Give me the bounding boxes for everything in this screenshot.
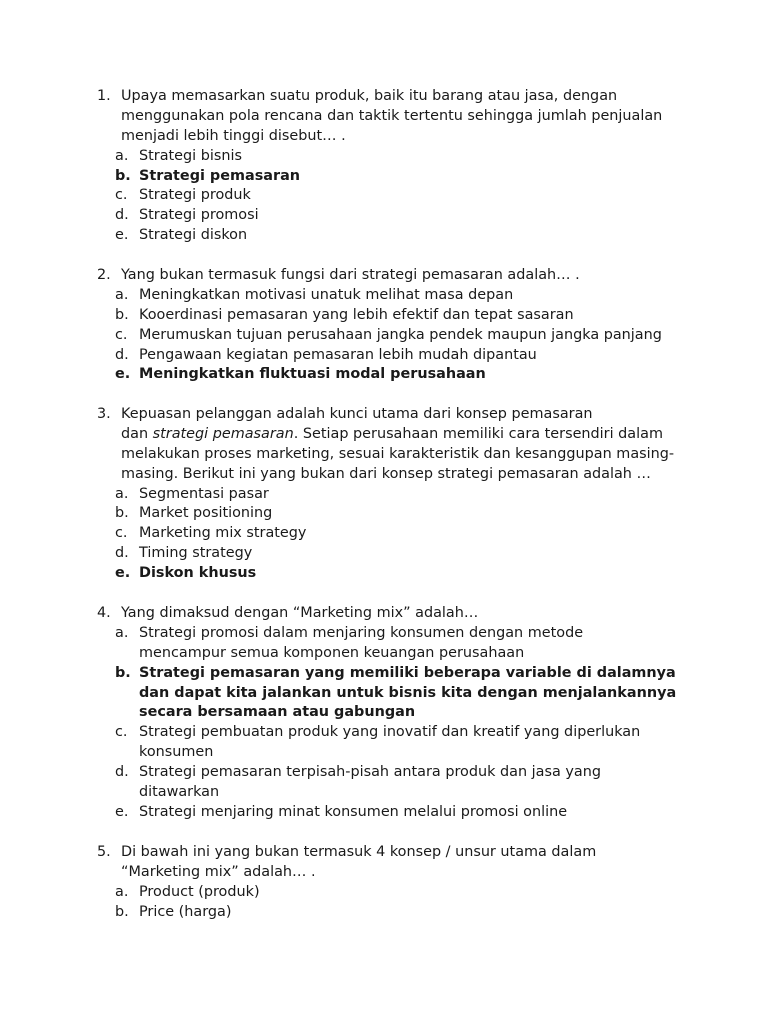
question-text-line: 5. Di bawah ini yang bukan termasuk 4 konsep / unsur utama dalam — [97, 843, 697, 863]
question-text-line: 2. Yang bukan termasuk fungsi dari strategi pemasaran adalah… . — [97, 266, 697, 286]
option-d: d. Pengawaan kegiatan pemasaran lebih mudah dipantau — [115, 346, 537, 363]
option-b-continued: secara bersamaan atau gabungan — [139, 704, 416, 721]
question-number: 2. — [97, 267, 111, 283]
option-c: c. Merumuskan tujuan perusahaan jangka pendek maupun jangka panjang — [115, 326, 662, 343]
option-c: c. Strategi produk — [115, 187, 251, 204]
question-text-line: 3. Kepuasan pelanggan adalah kunci utama dari konsep pemasaran — [97, 405, 697, 425]
question-text-line: menggunakan pola rencana dan taktik tertentu sehingga jumlah penjualan — [121, 107, 663, 124]
option-b-continued: dan dapat kita jalankan untuk bisnis kita dengan menjalankannya — [139, 684, 677, 701]
question-2 — [97, 266, 697, 385]
question-number: 5. — [97, 844, 111, 860]
option-e-answer: e. Meningkatkan fluktuasi modal perusahaan — [115, 366, 486, 383]
option-e: e. Strategi diskon — [115, 227, 248, 244]
question-4 — [97, 604, 697, 823]
option-b-answer: b. Strategi pemasaran yang memiliki beberapa variable di dalamnya — [115, 664, 676, 681]
option-a: a. Segmentasi pasar — [115, 485, 269, 502]
question-text-line: dan strategi pemasaran. Setiap perusahaan memiliki cara tersendiri dalam — [121, 425, 663, 442]
option-d-continued: ditawarkan — [139, 784, 220, 801]
option-a: a. Strategi promosi dalam menjaring konsumen dengan metode — [115, 624, 584, 641]
option-c: c. Marketing mix strategy — [115, 525, 307, 542]
option-e: e. Strategi menjaring minat konsumen melalui promosi online — [115, 803, 568, 820]
option-d: d. Strategi pemasaran terpisah-pisah antara produk dan jasa yang — [115, 764, 601, 781]
option-a: a. Strategi bisnis — [115, 147, 242, 164]
option-b-answer: b. Strategi pemasaran — [115, 167, 301, 184]
question-text-line: 4. Yang dimaksud dengan “Marketing mix” adalah… — [97, 604, 697, 624]
option-c: c. Strategi pembuatan produk yang inovatif dan kreatif yang diperlukan — [115, 724, 641, 741]
option-e-answer: e. Diskon khusus — [115, 565, 257, 582]
option-d: d. Timing strategy — [115, 545, 253, 562]
option-a: a. Meningkatkan motivasi unatuk melihat masa depan — [115, 286, 514, 303]
option-b: b. Market positioning — [115, 505, 273, 522]
question-3 — [97, 405, 697, 584]
question-text-line: masing. Berikut ini yang bukan dari konsep strategi pemasaran adalah … — [121, 465, 651, 482]
question-number: 3. — [97, 406, 111, 422]
question-text-line: menjadi lebih tinggi disebut… . — [121, 127, 346, 144]
option-b: b. Kooerdinasi pemasaran yang lebih efektif dan tepat sasaran — [115, 306, 574, 323]
question-1 — [97, 87, 697, 246]
question-5 — [97, 843, 697, 923]
option-d: d. Strategi promosi — [115, 207, 259, 224]
question-text-line: “Marketing mix” adalah… . — [121, 863, 316, 880]
question-number: 4. — [97, 605, 111, 621]
option-b: b. Price (harga) — [115, 903, 232, 920]
option-a-continued: mencampur semua komponen keuangan perusahaan — [139, 644, 525, 661]
option-c-continued: konsumen — [139, 744, 214, 761]
question-text-line: melakukan proses marketing, sesuai karakteristik dan kesanggupan masing- — [121, 445, 675, 462]
option-a: a. Product (produk) — [115, 883, 260, 900]
question-text-line: 1. Upaya memasarkan suatu produk, baik itu barang atau jasa, dengan — [97, 87, 697, 107]
question-number: 1. — [97, 88, 111, 104]
